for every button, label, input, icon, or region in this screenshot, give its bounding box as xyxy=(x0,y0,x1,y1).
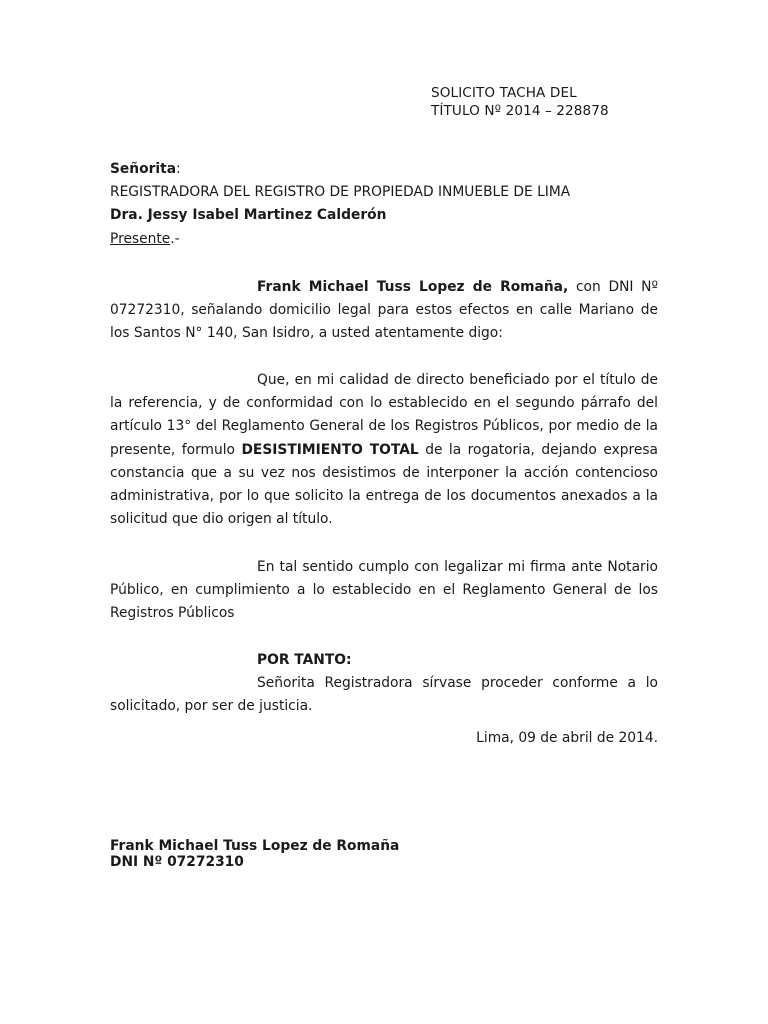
reference-block xyxy=(431,84,609,120)
reference-line-2: TÍTULO Nº 2014 – 228878 xyxy=(431,103,609,119)
signature-dni: DNI Nº 07272310 xyxy=(110,854,244,870)
reference-line-1: SOLICITO TACHA DEL xyxy=(431,85,577,101)
applicant-details: con DNI Nº 07272310, señalando domicilio legal para estos efectos en calle Mariano de los Santos N° 140, San Isidro, a usted atentamente digo: xyxy=(110,279,658,342)
closing-paragraph xyxy=(110,672,658,718)
request-bold: DESISTIMIENTO TOTAL xyxy=(241,441,419,458)
paragraph-applicant xyxy=(110,276,658,346)
closing-heading: POR TANTO: xyxy=(257,652,352,668)
paragraph-notary xyxy=(110,556,658,626)
registrar-name: Dra. Jessy Isabel Martinez Calderón xyxy=(110,207,387,224)
closing-text: Señorita Registradora sírvase proceder conforme a lo solicitado, por ser de justicia. xyxy=(110,675,658,715)
document-date: Lima, 09 de abril de 2014. xyxy=(476,730,658,746)
salutation xyxy=(110,158,658,181)
applicant-name: Frank Michael Tuss Lopez de Romaña, xyxy=(257,279,569,295)
presente-line xyxy=(110,228,658,251)
presente-suffix: .- xyxy=(170,230,180,247)
closing-block xyxy=(110,649,658,719)
closing-heading-line xyxy=(110,649,658,672)
notary-text: En tal sentido cumplo con legalizar mi firma ante Notario Público, en cumplimiento a lo establecido en el Reglamento General de los Registros Públicos xyxy=(110,559,658,622)
request-text-before: Que, en mi calidad de directo beneficiado por el título de la referencia, y de conformidad con lo establecido en el segundo párrafo del artículo 13° del Reglamento General de los Registros Públicos, por medio de la presente, formulo xyxy=(110,372,658,458)
salutation-label: Señorita xyxy=(110,161,177,177)
salutation-suffix: : xyxy=(176,161,181,177)
paragraph-request xyxy=(110,369,658,531)
presente-text: Presente xyxy=(110,230,171,247)
signature-name: Frank Michael Tuss Lopez de Romaña xyxy=(110,838,400,854)
addressee-block xyxy=(110,158,658,251)
request-text-after: de la rogatoria, dejando expresa constancia que a su vez nos desistimos de interponer la acción contencioso administrativa, por lo que solicito la entrega de los documentos anexados a la solicitud que dio origen al título. xyxy=(110,441,659,528)
registry-office: REGISTRADORA DEL REGISTRO DE PROPIEDAD INMUEBLE DE LIMA xyxy=(110,184,571,201)
signature-block xyxy=(110,838,399,870)
